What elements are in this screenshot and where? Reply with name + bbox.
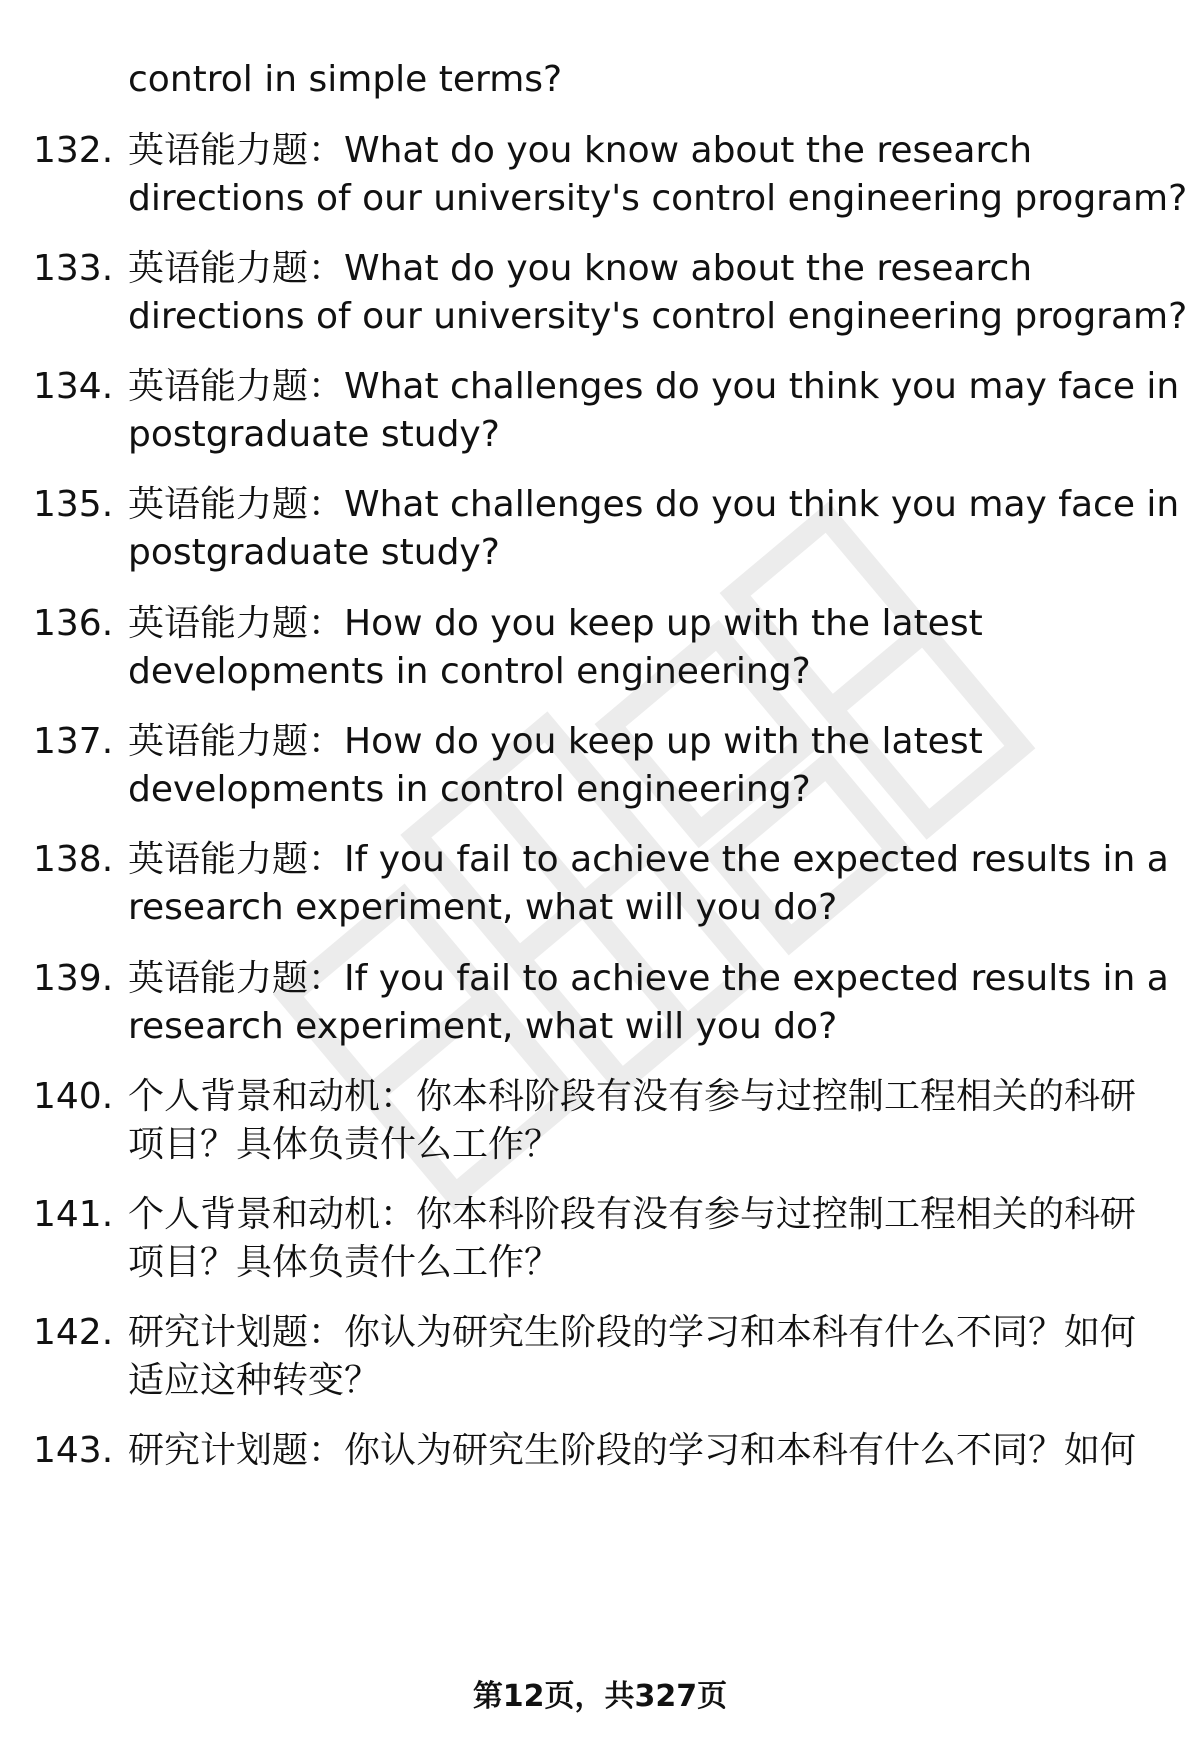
question-line: 英语能力题：How do you keep up with the latest xyxy=(128,721,983,762)
question-line: 英语能力题：What do you know about the research xyxy=(128,248,1033,289)
question-text xyxy=(128,1073,1178,1169)
question-line: 个人背景和动机：你本科阶段有没有参与过控制工程相关的科研 xyxy=(128,1194,1137,1235)
question-line: 英语能力题：If you fail to achieve the expected results in a xyxy=(128,839,1169,880)
question-line: 项目？具体负责什么工作？ xyxy=(128,1124,561,1165)
question-number: 135. xyxy=(33,484,114,525)
question-line: research experiment, what will you do? xyxy=(128,1006,838,1047)
question-text xyxy=(128,127,1188,223)
question-line: 适应这种转变？ xyxy=(128,1360,381,1401)
question-line: developments in control engineering? xyxy=(128,769,811,810)
question-text xyxy=(128,718,1178,814)
question-text xyxy=(128,1309,1178,1405)
question-number: 141. xyxy=(33,1194,114,1235)
question-text xyxy=(128,363,1178,459)
question-number: 138. xyxy=(33,839,114,880)
question-text xyxy=(128,245,1188,341)
question-line: 英语能力题：What do you know about the research xyxy=(128,130,1033,171)
question-text xyxy=(128,836,1178,932)
question-text xyxy=(128,955,1178,1051)
question-number: 142. xyxy=(33,1312,114,1353)
question-number: 133. xyxy=(33,248,114,289)
question-text xyxy=(128,1191,1178,1287)
question-line: 英语能力题：How do you keep up with the latest xyxy=(128,603,983,644)
continued-question-text: control in simple terms? xyxy=(128,59,563,100)
question-line: directions of our university's control engineering program? xyxy=(128,178,1188,219)
question-line: 英语能力题：What challenges do you think you may face in xyxy=(128,484,1180,525)
question-number: 137. xyxy=(33,721,114,762)
page-number-footer: 第12页，共327页 xyxy=(472,1679,728,1714)
question-line: directions of our university's control engineering program? xyxy=(128,296,1188,337)
question-line: postgraduate study? xyxy=(128,414,500,455)
question-line: 英语能力题：What challenges do you think you may face in xyxy=(128,366,1180,407)
question-number: 139. xyxy=(33,958,114,999)
question-number: 136. xyxy=(33,603,114,644)
question-number: 143. xyxy=(33,1430,114,1471)
question-line: research experiment, what will you do? xyxy=(128,887,838,928)
question-number: 132. xyxy=(33,130,114,171)
question-text xyxy=(128,1427,1178,1475)
question-number: 134. xyxy=(33,366,114,407)
question-text xyxy=(128,600,1178,696)
question-line: 项目？具体负责什么工作？ xyxy=(128,1242,561,1283)
question-line: 研究计划题：你认为研究生阶段的学习和本科有什么不同？如何 xyxy=(128,1430,1137,1471)
question-line: 个人背景和动机：你本科阶段有没有参与过控制工程相关的科研 xyxy=(128,1076,1137,1117)
question-line: 研究计划题：你认为研究生阶段的学习和本科有什么不同？如何 xyxy=(128,1312,1137,1353)
question-line: postgraduate study? xyxy=(128,532,500,573)
question-line: 英语能力题：If you fail to achieve the expected results in a xyxy=(128,958,1169,999)
question-number: 140. xyxy=(33,1076,114,1117)
question-line: developments in control engineering? xyxy=(128,651,811,692)
question-text xyxy=(128,481,1178,577)
